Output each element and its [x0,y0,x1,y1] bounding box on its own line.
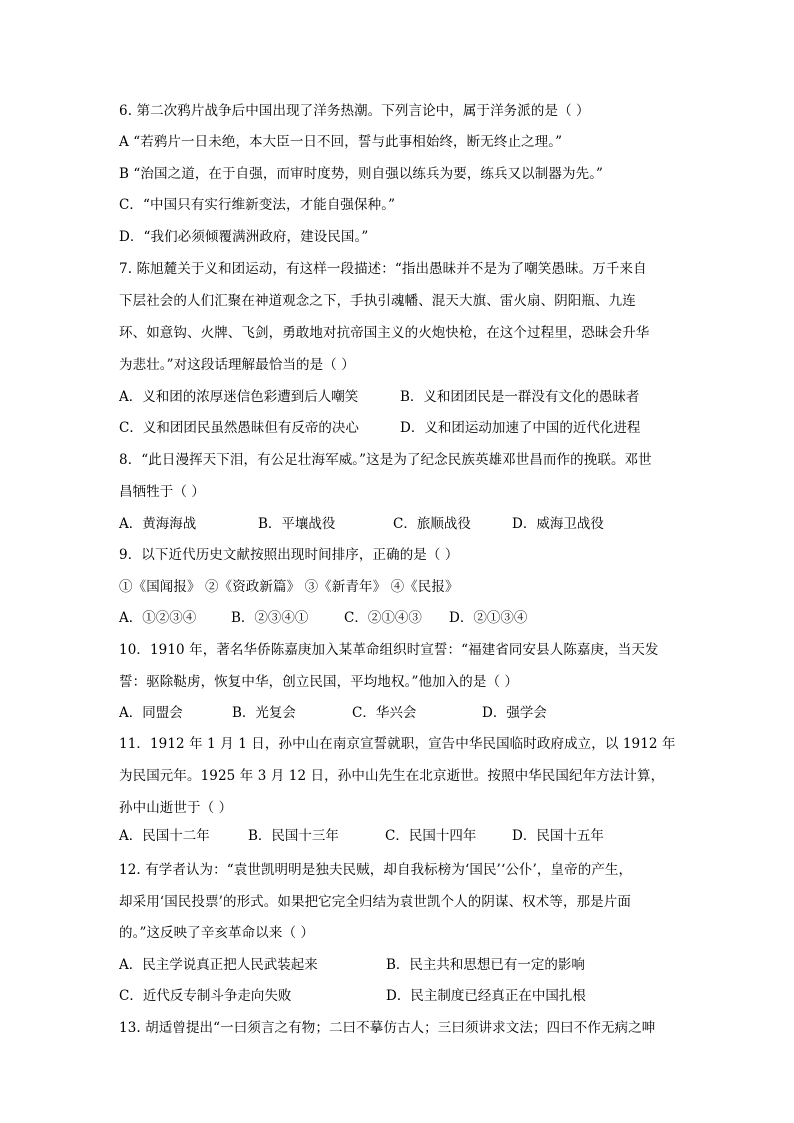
question-7-stem-line-2: 下层社会的人们汇聚在神道观念之下，手执引魂幡、混天大旗、雷火扇、阴阳瓶、九连 [119,293,636,309]
question-12-option-c: C．近代反专制斗争走向失败 [119,988,292,1004]
question-10-option-a: A．同盟会 [119,705,183,721]
question-12-stem-line-1: 12. 有学者认为：“袁世凯明明是独夫民贼，却自我标榜为‘国民’‘公仆’，皇帝的产生， [119,862,633,878]
question-7-option-a: A．义和团的浓厚迷信色彩遭到后人嘲笑 [119,389,359,405]
question-10-option-b: B．光复会 [232,705,296,721]
question-8-stem-line-2: 昌牺牲于（ ） [119,484,205,500]
question-6-option-a: A “若鸦片一日未绝，本大臣一日不回，誓与此事相始终，断无终止之理。” [119,134,563,150]
question-11-option-d: D．民国十五年 [512,828,604,844]
question-9-option-d: D．②①③④ [449,610,528,626]
question-9-stem: 9．以下近代历史文献按照出现时间排序，正确的是（ ） [119,547,459,563]
question-9-option-c: C．②①④③ [344,610,422,626]
question-7-option-c: C．义和团团民虽然愚昧但有反帝的决心 [119,420,359,436]
question-12-stem-line-2: 却采用‘国民投票’的形式。如果把它完全归结为袁世凯个人的阴谋、权术等，那是片面 [119,894,631,910]
question-11-stem-line-2: 为民国元年。1925 年 3 月 12 日，孙中山先生在北京逝世。按照中华民国纪年方法计算， [119,768,665,784]
question-11-stem-line-3: 孙中山逝世于（ ） [119,800,233,816]
question-7-option-d: D．义和团运动加速了中国的近代化进程 [400,420,641,436]
question-8-option-c: C．旅顺战役 [393,516,471,532]
question-10-stem-line-2: 誓：驱除鞑虏，恢复中华，创立民国，平均地权。”他加入的是（ ） [119,674,519,690]
question-11-option-c: C．民国十四年 [385,828,477,844]
question-13-stem-line-1: 13. 胡适曾提出“一曰须言之有物；二曰不摹仿古人；三曰须讲求文法；四曰不作无病之呻 [119,1020,656,1036]
question-10-option-c: C．华兴会 [352,705,417,721]
question-9-items: ①《国闻报》 ②《资政新篇》 ③《新青年》 ④《民报》 [119,579,459,595]
question-12-stem-line-3: 的。”这反映了辛亥革命以来（ ） [119,925,315,941]
question-7-option-b: B．义和团团民是一群没有文化的愚昧者 [400,389,640,405]
question-6-option-c: C．“中国只有实行维新变法，才能自强保种。” [119,197,396,213]
question-7-stem-line-3: 环、如意钩、火牌、飞剑，勇敢地对抗帝国主义的火炮快枪，在这个过程里，恐昧会升华 [119,325,650,341]
question-12-option-b: B．民主共和思想已有一定的影响 [386,957,585,973]
question-11-option-a: A．民国十二年 [119,828,210,844]
question-9-option-b: B．②③④① [231,610,309,626]
question-7-stem-line-1: 7. 陈旭麓关于义和团运动，有这样一段描述：“指出愚昧并不是为了嘲笑愚昧。万千来自 [119,261,647,277]
question-8-option-d: D．威海卫战役 [512,516,604,532]
question-10-option-d: D．强学会 [482,705,547,721]
question-6-option-b: B “治国之道，在于自强，而审时度势，则自强以练兵为要，练兵又以制器为先。” [119,166,604,182]
question-9-option-a: A．①②③④ [119,610,197,626]
question-12-option-a: A．民主学说真正把人民武装起来 [119,957,318,973]
question-8-option-a: A．黄海海战 [119,516,197,532]
question-10-stem-line-1: 10．1910 年，著名华侨陈嘉庚加入某革命组织时宣誓：“福建省同安县人陈嘉庚，当天发 [119,642,659,658]
question-6-option-d: D．“我们必须倾覆满洲政府，建设民国。” [119,229,369,245]
question-6-stem: 6. 第二次鸦片战争后中国出现了洋务热潮。下列言论中，属于洋务派的是（ ） [119,103,590,119]
question-8-stem-line-1: 8．“此日漫挥天下泪，有公足壮海军威。”这是为了纪念民族英雄邓世昌而作的挽联。邓世 [119,452,652,468]
question-8-option-b: B．平壤战役 [258,516,336,532]
question-11-stem-line-1: 11．1912 年 1 月 1 日，孙中山在南京宣誓就职，宣告中华民国临时政府成立，以 1912 年 [119,736,676,752]
question-11-option-b: B．民国十三年 [248,828,339,844]
question-12-option-d: D．民主制度已经真正在中国扎根 [386,988,586,1004]
question-7-stem-line-4: 为悲壮。”对这段话理解最恰当的是（ ） [119,357,355,373]
